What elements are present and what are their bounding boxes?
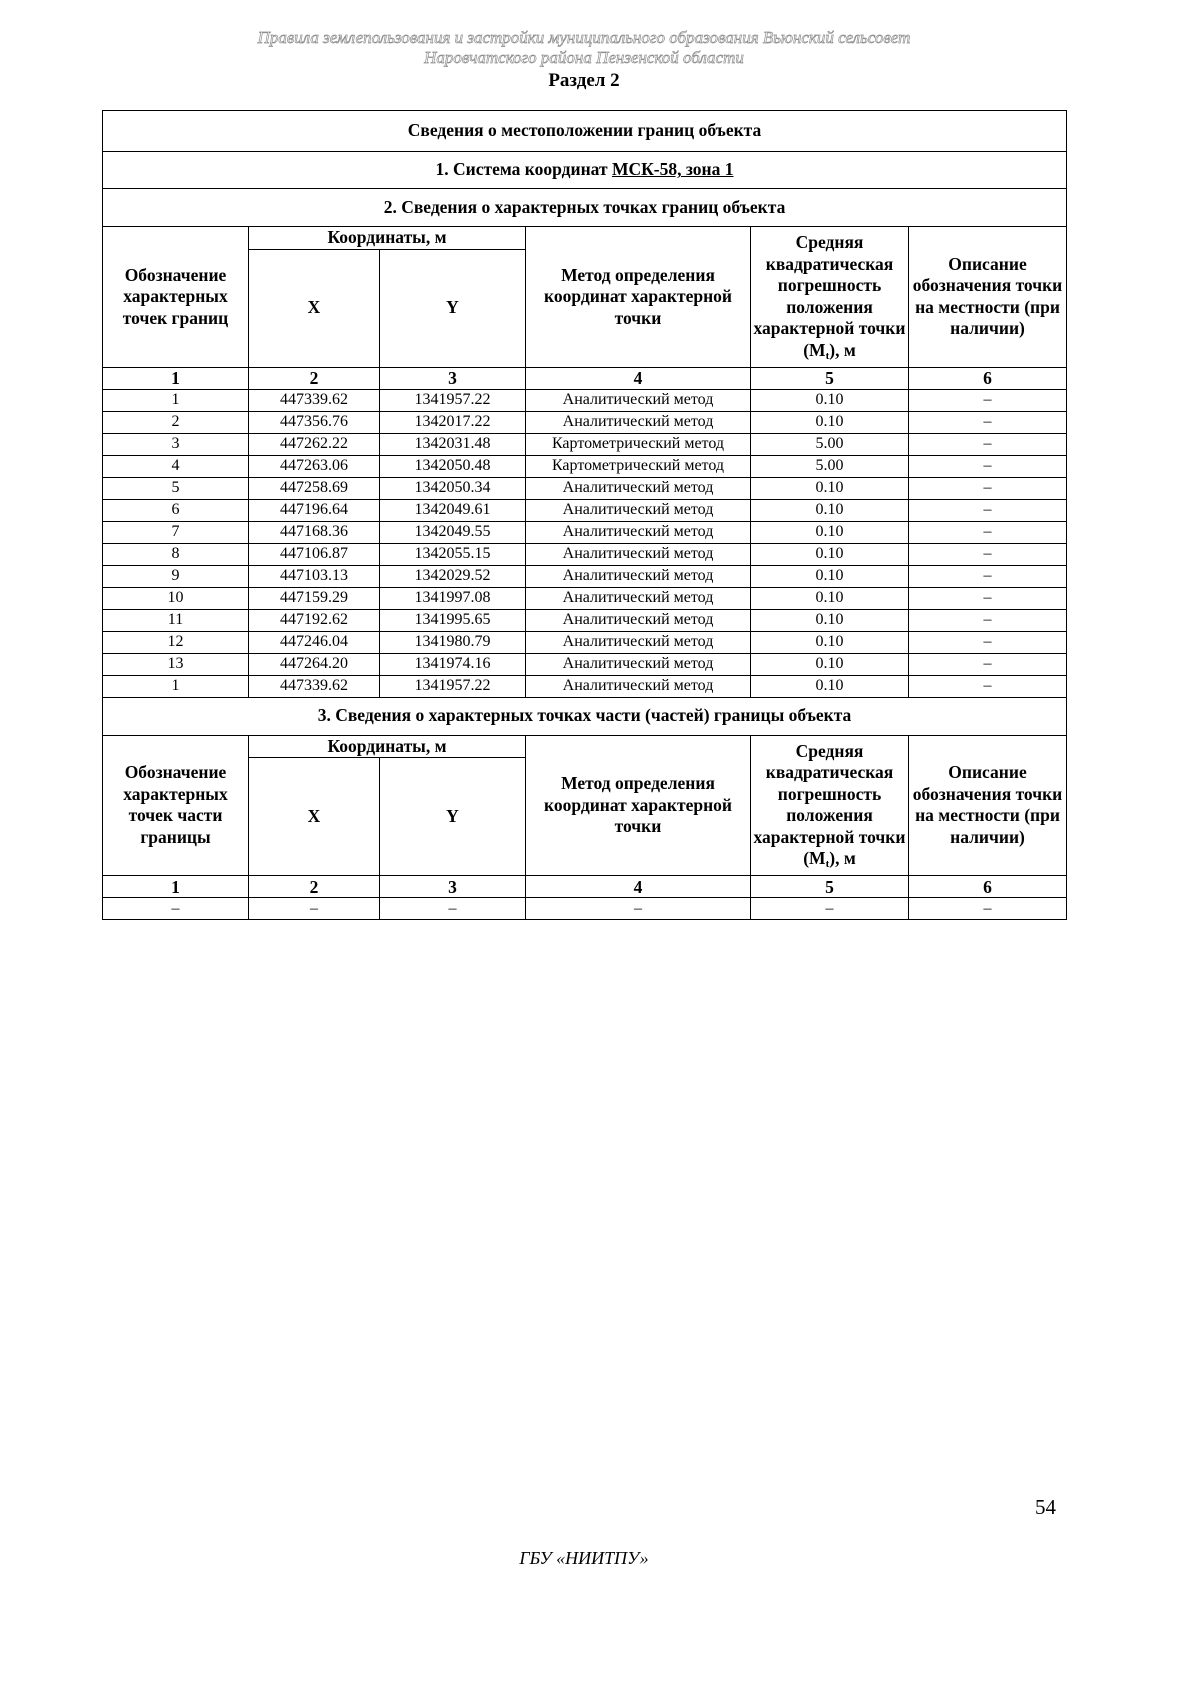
x-coord-cell: 447192.62 <box>249 609 380 631</box>
point-row <box>103 477 1067 499</box>
y-coord-cell: 1341957.22 <box>380 389 526 411</box>
x-coord-cell: 447262.22 <box>249 433 380 455</box>
y-coord-cell: 1341980.79 <box>380 631 526 653</box>
description-cell: – <box>909 433 1067 455</box>
method-cell: Аналитический метод <box>526 631 751 653</box>
column-number: 6 <box>909 367 1067 389</box>
method-cell: Аналитический метод <box>526 565 751 587</box>
points-rows <box>103 389 1067 697</box>
y-coord-cell: 1342049.61 <box>380 499 526 521</box>
column-number: 2 <box>249 367 380 389</box>
description-cell: – <box>909 411 1067 433</box>
page-header <box>102 28 1066 68</box>
point-row <box>103 455 1067 477</box>
description-cell: – <box>909 455 1067 477</box>
column-number: 1 <box>103 367 249 389</box>
point-row <box>103 389 1067 411</box>
point-id-cell: 4 <box>103 455 249 477</box>
page-header-line2: Наровчатского района Пензенской области <box>424 48 744 67</box>
col-y-header: Y <box>380 249 526 367</box>
x-coord-cell: 447246.04 <box>249 631 380 653</box>
column-number: 3 <box>380 367 526 389</box>
part-points-rows <box>103 898 1067 920</box>
method-cell: Картометрический метод <box>526 433 751 455</box>
x-coord-cell: 447159.29 <box>249 587 380 609</box>
method-cell: Аналитический метод <box>526 411 751 433</box>
method-cell: – <box>526 898 751 920</box>
col-error-header <box>751 227 909 368</box>
point-id-cell: 8 <box>103 543 249 565</box>
error-cell: – <box>751 898 909 920</box>
error-cell: 0.10 <box>751 477 909 499</box>
y-coord-cell: 1341995.65 <box>380 609 526 631</box>
description-cell: – <box>909 521 1067 543</box>
y-coord-cell: 1342017.22 <box>380 411 526 433</box>
x-coord-cell: 447339.62 <box>249 675 380 697</box>
x-coord-cell: 447258.69 <box>249 477 380 499</box>
description-cell: – <box>909 389 1067 411</box>
description-cell: – <box>909 477 1067 499</box>
method-cell: Аналитический метод <box>526 389 751 411</box>
error-cell: 0.10 <box>751 587 909 609</box>
method-cell: Аналитический метод <box>526 609 751 631</box>
method-cell: Аналитический метод <box>526 499 751 521</box>
col-x-header: X <box>249 249 380 367</box>
point-row <box>103 675 1067 697</box>
col-method-header: Метод определения координат характерной точки <box>526 227 751 368</box>
coord-system-value: МСК-58, зона 1 <box>611 159 734 180</box>
col-error-header-subscript: t <box>825 349 830 362</box>
point-id-cell: 3 <box>103 433 249 455</box>
description-cell: – <box>909 565 1067 587</box>
points-header-section <box>103 111 1067 390</box>
column-number: 2 <box>249 876 380 898</box>
error-cell: 0.10 <box>751 411 909 433</box>
error-cell: 5.00 <box>751 455 909 477</box>
error-cell: 0.10 <box>751 653 909 675</box>
y-coord-cell: 1342049.55 <box>380 521 526 543</box>
column-number: 5 <box>751 876 909 898</box>
x-coord-cell: 447196.64 <box>249 499 380 521</box>
column-number: 6 <box>909 876 1067 898</box>
point-row <box>103 898 1067 920</box>
part-points-heading: 3. Сведения о характерных точках части (частей) границы объекта <box>103 697 1067 735</box>
method-cell: Аналитический метод <box>526 587 751 609</box>
point-row <box>103 653 1067 675</box>
column-number: 4 <box>526 367 751 389</box>
error-cell: 0.10 <box>751 543 909 565</box>
x-coord-cell: 447356.76 <box>249 411 380 433</box>
x-coord-cell: 447339.62 <box>249 389 380 411</box>
description-cell: – <box>909 653 1067 675</box>
point-row <box>103 433 1067 455</box>
col-error-header <box>751 735 909 876</box>
col-description-header: Описание обозначения точки на местности (при наличии) <box>909 735 1067 876</box>
col-error-header-tail: ), м <box>829 848 856 869</box>
col-error-header-text: Средняя квадратическая погрешность положения характерной точки (M <box>753 740 906 869</box>
description-cell: – <box>909 898 1067 920</box>
column-number: 3 <box>380 876 526 898</box>
point-id-cell: 5 <box>103 477 249 499</box>
error-cell: 0.10 <box>751 609 909 631</box>
error-cell: 5.00 <box>751 433 909 455</box>
x-coord-cell: 447106.87 <box>249 543 380 565</box>
col-description-header: Описание обозначения точки на местности (при наличии) <box>909 227 1067 368</box>
method-cell: Аналитический метод <box>526 675 751 697</box>
point-id-cell: 2 <box>103 411 249 433</box>
y-coord-cell: 1342050.48 <box>380 455 526 477</box>
coord-system-label: 1. Система координат <box>435 159 608 180</box>
method-cell: Аналитический метод <box>526 521 751 543</box>
point-id-cell: 9 <box>103 565 249 587</box>
col-x-header: X <box>249 758 380 876</box>
y-coord-cell: 1342031.48 <box>380 433 526 455</box>
error-cell: 0.10 <box>751 499 909 521</box>
method-cell: Аналитический метод <box>526 543 751 565</box>
col-y-header: Y <box>380 758 526 876</box>
description-cell: – <box>909 499 1067 521</box>
point-id-cell: – <box>103 898 249 920</box>
description-cell: – <box>909 587 1067 609</box>
error-cell: 0.10 <box>751 389 909 411</box>
y-coord-cell: 1342055.15 <box>380 543 526 565</box>
point-id-cell: 11 <box>103 609 249 631</box>
point-row <box>103 587 1067 609</box>
error-cell: 0.10 <box>751 565 909 587</box>
y-coord-cell: 1342029.52 <box>380 565 526 587</box>
col-designation-header: Обозначение характерных точек части границы <box>103 735 249 876</box>
y-coord-cell: 1341997.08 <box>380 587 526 609</box>
error-cell: 0.10 <box>751 521 909 543</box>
method-cell: Аналитический метод <box>526 477 751 499</box>
y-coord-cell: 1342050.34 <box>380 477 526 499</box>
y-coord-cell: – <box>380 898 526 920</box>
point-row <box>103 499 1067 521</box>
x-coord-cell: – <box>249 898 380 920</box>
coord-system-row <box>103 152 1067 189</box>
col-coords-group-header: Координаты, м <box>249 227 526 250</box>
point-row <box>103 631 1067 653</box>
point-id-cell: 1 <box>103 389 249 411</box>
point-id-cell: 13 <box>103 653 249 675</box>
point-id-cell: 7 <box>103 521 249 543</box>
point-row <box>103 609 1067 631</box>
table-title: Сведения о местоположении границ объекта <box>103 111 1067 152</box>
method-cell: Аналитический метод <box>526 653 751 675</box>
col-method-header: Метод определения координат характерной точки <box>526 735 751 876</box>
point-id-cell: 12 <box>103 631 249 653</box>
method-cell: Картометрический метод <box>526 455 751 477</box>
y-coord-cell: 1341974.16 <box>380 653 526 675</box>
x-coord-cell: 447168.36 <box>249 521 380 543</box>
page-header-line1: Правила землепользования и застройки муниципального образования Вьюнский сельсовет <box>257 28 911 47</box>
description-cell: – <box>909 631 1067 653</box>
column-number: 4 <box>526 876 751 898</box>
point-row <box>103 521 1067 543</box>
point-row <box>103 411 1067 433</box>
point-id-cell: 10 <box>103 587 249 609</box>
col-error-header-tail: ), м <box>829 339 856 360</box>
point-row <box>103 543 1067 565</box>
column-number: 5 <box>751 367 909 389</box>
error-cell: 0.10 <box>751 631 909 653</box>
error-cell: 0.10 <box>751 675 909 697</box>
col-error-header-text: Средняя квадратическая погрешность положения характерной точки (M <box>753 232 906 360</box>
boundary-table <box>102 110 1067 920</box>
part-points-header-section <box>103 697 1067 898</box>
x-coord-cell: 447263.06 <box>249 455 380 477</box>
description-cell: – <box>909 675 1067 697</box>
col-error-header-subscript: t <box>825 858 830 871</box>
description-cell: – <box>909 609 1067 631</box>
column-number: 1 <box>103 876 249 898</box>
point-id-cell: 1 <box>103 675 249 697</box>
col-designation-header: Обозначение характерных точек границ <box>103 227 249 368</box>
col-coords-group-header: Координаты, м <box>249 735 526 758</box>
description-cell: – <box>909 543 1067 565</box>
point-id-cell: 6 <box>103 499 249 521</box>
x-coord-cell: 447103.13 <box>249 565 380 587</box>
points-heading: 2. Сведения о характерных точках границ объекта <box>103 189 1067 227</box>
page-number: 54 <box>1035 1495 1056 1519</box>
page-footer: ГБУ «НИИТПУ» <box>519 1548 649 1568</box>
section-title: Раздел 2 <box>548 70 620 91</box>
point-row <box>103 565 1067 587</box>
y-coord-cell: 1341957.22 <box>380 675 526 697</box>
x-coord-cell: 447264.20 <box>249 653 380 675</box>
